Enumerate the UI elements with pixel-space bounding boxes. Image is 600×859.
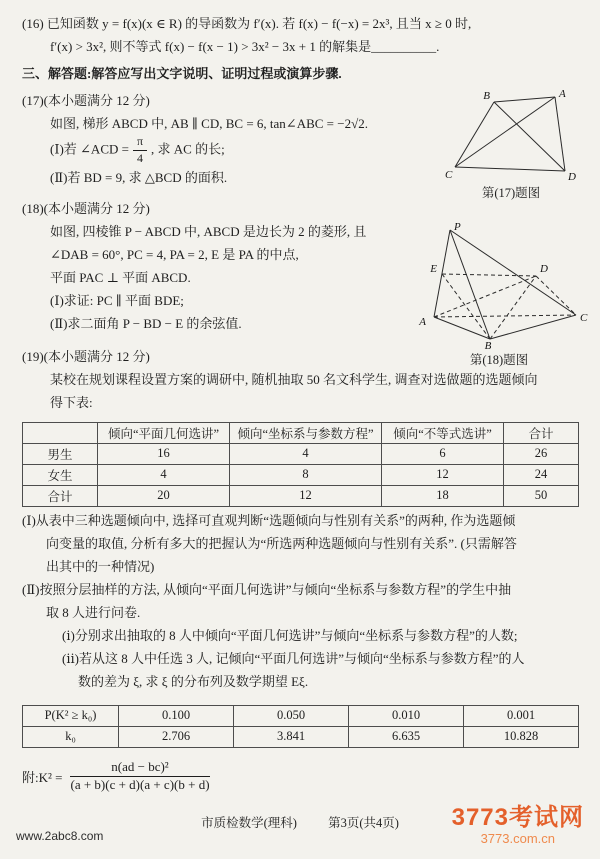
table-cell: 12 (382, 464, 504, 485)
table-row (23, 726, 579, 747)
figure-17-caption: 第(17)题图 (481, 186, 541, 200)
q19-item-2-line-2: 取 8 人进行问卷. (46, 604, 141, 620)
footer-page-number: 第3页(共4页) (328, 816, 399, 830)
fraction-numerator: π (133, 135, 147, 151)
critical-values-table (22, 705, 579, 748)
figure-17 (436, 88, 586, 201)
table-cell: 0.010 (349, 705, 464, 726)
watermark-site-url: 3773.com.cn (480, 831, 556, 846)
q19-title: (19)(本小题满分 12 分) (22, 348, 150, 364)
table-cell: P(K² ≥ k₀) (23, 705, 119, 726)
watermark-site-name: 3773考试网 (451, 804, 584, 831)
q18-line-1: 如图, 四棱锥 P − ABCD 中, ABCD 是边长为 2 的菱形, 且 (50, 223, 367, 239)
formula-fraction (70, 760, 209, 793)
table-cell: 0.001 (464, 705, 579, 726)
figure-18-caption: 第(18)题图 (469, 353, 529, 367)
q17-item-1-post: , 求 AC 的长; (151, 141, 225, 157)
table-cell: 倾向“不等式选讲” (382, 422, 504, 443)
edge-CD (455, 167, 565, 171)
edge-PB (450, 230, 490, 339)
table-cell: 4 (230, 443, 382, 464)
vertex-label-b: B (482, 90, 490, 102)
table-cell: k₀ (23, 726, 119, 747)
problem-16-line-1: (16) 已知函数 y = f(x)(x ∈ R) 的导函数为 f′(x). 若 f(x) − f(−x) = 2x³, 且当 x ≥ 0 时, (22, 16, 472, 31)
q19-line-2: 得下表: (50, 394, 93, 410)
table-cell (23, 422, 98, 443)
edge-AC (455, 97, 555, 167)
table-row (23, 464, 579, 485)
q17-line-1: 如图, 梯形 ABCD 中, AB ∥ CD, BC = 6, tan∠ABC = −2√2. (50, 116, 368, 131)
vertex-label-b: B (484, 340, 492, 350)
table-cell: 3.841 (234, 726, 349, 747)
formula-prefix: 附:K² = (22, 769, 63, 785)
table-cell: 16 (98, 443, 230, 464)
table-cell: 合计 (504, 422, 579, 443)
figure-18-drawing (408, 220, 590, 350)
q18-item-1: (Ⅰ)求证: PC ∥ 平面 BDE; (50, 292, 184, 308)
q18-line-3: 平面 PAC ⊥ 平面 ABCD. (50, 269, 191, 285)
formula-denominator: (a + b)(c + d)(a + c)(b + d) (70, 776, 210, 792)
figure-18 (406, 220, 592, 368)
table-cell: 10.828 (464, 726, 579, 747)
vertex-label-d: D (567, 171, 576, 183)
vertex-label-a: A (558, 88, 566, 100)
q17-item-1-pre: (Ⅰ)若 ∠ACD = (50, 141, 129, 157)
q18-line-2: ∠DAB = 60°, PC = 4, PA = 2, E 是 PA 的中点, (50, 246, 299, 262)
vertex-label-a: A (419, 316, 426, 328)
edge-AD (555, 97, 565, 171)
diagonal-AC (434, 315, 576, 317)
section-3-header: 三、解答题:解答应写出文字说明、证明过程或演算步骤. (22, 66, 342, 81)
q18-title: (18)(本小题满分 12 分) (22, 200, 150, 216)
table-row (23, 443, 579, 464)
watermark (452, 805, 584, 847)
survey-table-header-row (23, 422, 579, 443)
vertex-label-c: C (580, 312, 588, 324)
table-cell: 26 (504, 443, 579, 464)
table-cell: 0.100 (119, 705, 234, 726)
table-cell: 12 (230, 485, 382, 506)
q19-item-2-line-1: (Ⅱ)按照分层抽样的方法, 从倾向“平面几何选讲”与倾向“坐标系与参数方程”的学生中抽 (22, 581, 512, 597)
edge-BC (455, 102, 494, 167)
q17-item-2: (Ⅱ)若 BD = 9, 求 △BCD 的面积. (50, 169, 228, 185)
q19-sub-item-2-line-1: (ⅱ)若从这 8 人中任选 3 人, 记倾向“平面几何选讲”与倾向“坐标系与参数方程”的人 (62, 650, 525, 666)
q19-sub-item-2-line-2: 数的差为 ξ, 求 ξ 的分布列及数学期望 Eξ. (78, 673, 309, 689)
formula-numerator: n(ad − bc)² (70, 760, 209, 777)
edge-BC (490, 315, 576, 339)
q19-item-1-line-3: 出其中的一种情况) (46, 558, 155, 574)
q19-item-1-line-2: 向变量的取值, 分析有多大的把握认为“所选两种选题倾向与性别有关系”. (只需解答 (46, 535, 517, 551)
vertex-label-e: E (430, 263, 437, 275)
table-cell: 24 (504, 464, 579, 485)
table-cell: 合计 (23, 485, 98, 506)
edge-BA (494, 97, 555, 102)
site-url-left: www.2abc8.com (16, 829, 104, 843)
table-cell: 女生 (23, 464, 98, 485)
k-squared-formula (22, 760, 580, 793)
table-cell: 倾向“平面几何选讲” (98, 422, 230, 443)
problem-16-line-2: f′(x) > 3x², 则不等式 f(x) − f(x − 1) > 3x² − 3x + 1 的解集是__________. (50, 39, 440, 54)
table-cell: 0.050 (234, 705, 349, 726)
q19-item-1-line-1: (Ⅰ)从表中三种选题倾向中, 选择可直观判断“选题倾向与性别有关系”的两种, 作为选题倾 (22, 512, 516, 528)
table-row (23, 705, 579, 726)
table-cell: 男生 (23, 443, 98, 464)
q19-sub-item-1: (ⅰ)分别求出抽取的 8 人中倾向“平面几何选讲”与倾向“坐标系与参数方程”的人数; (62, 627, 518, 643)
survey-table (22, 422, 579, 507)
vertex-label-p: P (454, 221, 461, 233)
q17-title: (17)(本小题满分 12 分) (22, 93, 150, 108)
table-cell: 倾向“坐标系与参数方程” (230, 422, 382, 443)
segment-ED (442, 274, 536, 276)
footer-exam-name: 市质检数学(理科) (201, 816, 297, 830)
q19-line-1: 某校在规划课程设置方案的调研中, 随机抽取 50 名文科学生, 调查对选做题的选题倾向 (50, 371, 538, 387)
edge-BD (494, 102, 565, 171)
fraction-pi-over-4 (133, 135, 147, 166)
vertex-label-d: D (540, 263, 548, 275)
table-cell: 8 (230, 464, 382, 485)
table-cell: 6.635 (349, 726, 464, 747)
edge-DC (536, 276, 576, 315)
table-row (23, 485, 579, 506)
edge-PC (450, 230, 576, 315)
table-cell: 2.706 (119, 726, 234, 747)
table-cell: 20 (98, 485, 230, 506)
table-cell: 50 (504, 485, 579, 506)
fraction-denominator: 4 (137, 150, 143, 165)
table-cell: 6 (382, 443, 504, 464)
q18-item-2: (Ⅱ)求二面角 P − BD − E 的余弦值. (50, 315, 242, 331)
figure-17-drawing (444, 88, 579, 183)
table-cell: 18 (382, 485, 504, 506)
table-cell: 4 (98, 464, 230, 485)
vertex-label-c: C (444, 169, 452, 181)
